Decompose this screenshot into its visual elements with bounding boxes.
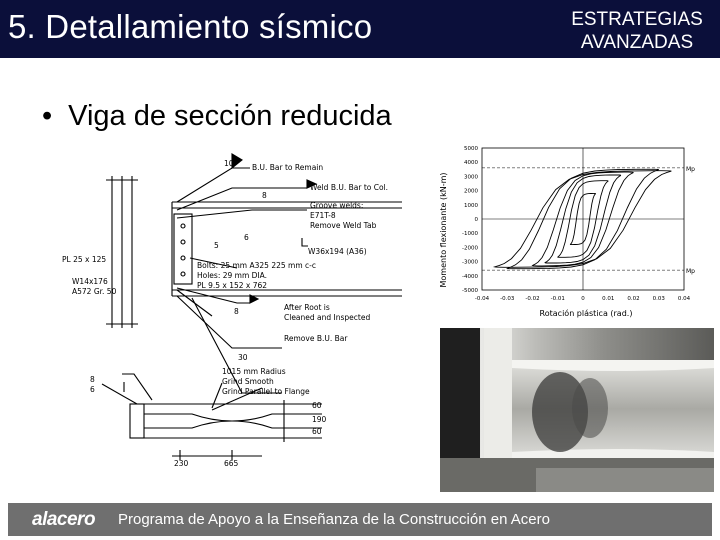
alacero-logo: alacero	[32, 509, 96, 530]
x-tick-label: 0.03	[652, 296, 665, 302]
rbs-test-photo	[440, 328, 714, 492]
slide-footer	[8, 503, 712, 536]
dim-190: 190	[312, 415, 327, 424]
x-tick-label: -0.04	[474, 296, 490, 302]
weld-size-6b: 6	[90, 385, 95, 394]
label-plate: PL 25 x 125	[62, 255, 107, 264]
y-tick-label: 3000	[464, 174, 478, 181]
bullet-item	[42, 100, 392, 133]
weld-size-8: 8	[90, 375, 95, 384]
label-bu-bar: B.U. Bar to Remain	[252, 163, 324, 172]
label-e71t8: E71T-8	[310, 211, 336, 220]
label-bolts: Bolts: 25 mm A325 225 mm c-c	[197, 261, 316, 270]
label-shear-tab: PL 9.5 x 152 x 762	[197, 281, 268, 290]
label-holes: Holes: 29 mm DIA.	[197, 271, 268, 280]
bullet-text: Viga de sección reducida	[68, 100, 392, 132]
rbs-connection-drawing	[62, 138, 412, 480]
label-groove-welds: Groove welds:	[310, 201, 364, 210]
dim-665: 665	[224, 459, 239, 468]
mp-label: Mp	[686, 268, 695, 276]
weld-size-30: 30	[238, 353, 248, 362]
label-column-steel: A572 Gr. 50	[72, 287, 117, 296]
label-remove-bu: Remove B.U. Bar	[284, 334, 348, 343]
footer-program: Programa de Apoyo a la Enseñanza de la Construcción en Acero	[118, 511, 550, 528]
weld-size-8b: 8	[262, 191, 267, 200]
y-tick-label: 2000	[464, 188, 478, 195]
label-after-root: After Root is	[284, 303, 330, 312]
label-grind-parallel: Grind Parallel to Flange	[222, 387, 310, 396]
x-tick-label: 0	[581, 296, 585, 302]
chart-xlabel: Rotación plástica (rad.)	[539, 309, 633, 318]
y-tick-label: -2000	[462, 245, 478, 252]
label-weld-bu-col: Weld B.U. Bar to Col.	[310, 183, 389, 192]
x-tick-label: -0.03	[500, 296, 515, 302]
weld-size-5: 5	[214, 241, 219, 250]
weld-size-8c: 8	[234, 307, 239, 316]
brand-line-2: AVANZADAS	[580, 32, 694, 53]
y-tick-label: 0	[474, 217, 478, 223]
label-cleaned: Cleaned and Inspected	[284, 313, 371, 322]
label-beam-section: W36x194 (A36)	[308, 247, 367, 256]
label-grind-smooth: Grind Smooth	[222, 377, 274, 386]
y-tick-label: -1000	[462, 231, 478, 238]
y-tick-label: 4000	[464, 160, 478, 167]
slide-header	[0, 0, 720, 58]
x-tick-label: 0.01	[602, 296, 615, 302]
label-column-section: W14x176	[72, 277, 108, 286]
x-tick-label: 0.02	[627, 296, 640, 302]
dim-60-bottom: 60	[312, 427, 322, 436]
y-tick-label: 1000	[464, 202, 478, 209]
y-tick-label: -5000	[462, 288, 478, 294]
label-radius: 1015 mm Radius	[222, 367, 286, 376]
y-tick-label: -3000	[462, 259, 478, 266]
chart-ylabel: Momento flexionante (kN-m)	[439, 172, 448, 288]
brand-line-1: ESTRATEGIAS	[571, 9, 703, 30]
brand-label	[562, 8, 712, 54]
mp-label: Mp	[686, 165, 695, 173]
x-tick-label: -0.01	[550, 296, 565, 302]
x-tick-label: -0.02	[525, 296, 540, 302]
y-tick-label: 5000	[464, 146, 478, 152]
slide-title: 5. Detallamiento sísmico	[8, 8, 373, 45]
hysteresis-chart	[438, 140, 716, 320]
dim-60-top: 60	[312, 401, 322, 410]
dim-230: 230	[174, 459, 189, 468]
weld-size-6: 6	[244, 233, 249, 242]
weld-size-10: 10	[224, 159, 234, 168]
bullet-dot: •	[42, 100, 53, 132]
label-remove-weld-tab: Remove Weld Tab	[310, 221, 377, 230]
y-tick-label: -4000	[462, 273, 478, 280]
x-tick-label: 0.04	[677, 296, 691, 302]
